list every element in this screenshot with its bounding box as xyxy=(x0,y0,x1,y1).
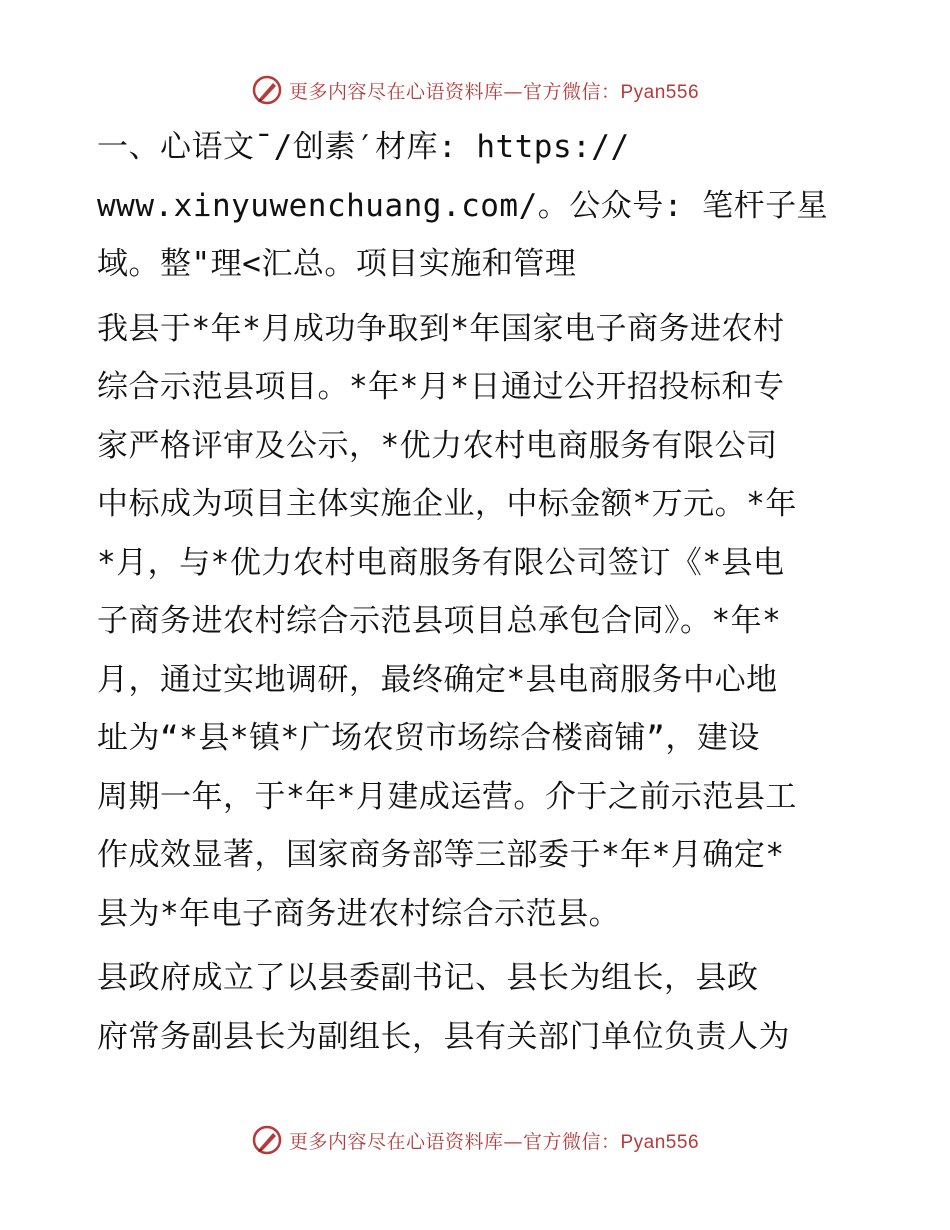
banner-text: 更多内容尽在心语资料库—官方微信：Pyan556 xyxy=(288,1130,700,1153)
text-line: 县政府成立了以县委副书记、县长为组长，县政 xyxy=(97,960,759,996)
text-line: 周期一年，于*年*月建成运营。介于之前示范县工 xyxy=(97,778,797,815)
paragraph-heading xyxy=(97,118,857,294)
text-line: www.xinyuwenchuang.com/。公众号: 笔杆子星 xyxy=(97,187,829,224)
text-line: 子商务进农村综合示范县项目总承包合同》。*年* xyxy=(97,603,782,639)
text-line: 址为“*县*镇*广场农贸市场综合楼商铺”，建设 xyxy=(97,720,760,756)
text-line: *月，与*优力农村电商服务有限公司签订《*县电 xyxy=(97,544,785,581)
banner-text: 更多内容尽在心语资料库—官方微信：Pyan556 xyxy=(288,80,700,103)
pen-logo-icon xyxy=(251,1124,283,1156)
text-line: 家严格评审及公示，*优力农村电商服务有限公司 xyxy=(97,427,778,464)
text-line: 月，通过实地调研，最终确定*县电商服务中心地 xyxy=(97,661,778,698)
wechat-handle: Pyan556 xyxy=(620,81,700,103)
text-line: 我县于*年*月成功争取到*年国家电子商务进农村 xyxy=(97,310,785,347)
text-line: 综合示范县项目。*年*月*日通过公开招投标和专 xyxy=(97,369,785,405)
text-line: 作成效显著，国家商务部等三部委于*年*月确定* xyxy=(97,837,785,873)
text-line: 中标成为项目主体实施企业，中标金额*万元。*年 xyxy=(97,486,797,522)
document-body xyxy=(97,118,857,1072)
text-line: 域。整"理<汇总。项目实施和管理 xyxy=(97,246,577,282)
text-line: 府常务副县长为副组长，县有关部门单位负责人为 xyxy=(97,1018,790,1055)
header-watermark-banner xyxy=(0,70,950,110)
paragraph-project-intro xyxy=(97,300,857,944)
paragraph-leadership xyxy=(97,949,857,1066)
wechat-handle: Pyan556 xyxy=(620,1131,700,1153)
text-line: 县为*年电子商务进农村综合示范县。 xyxy=(97,895,621,932)
pen-logo-icon xyxy=(251,74,283,106)
footer-watermark-banner xyxy=(0,1120,950,1160)
text-line: 一、心语文¯/创素′材库: https:// xyxy=(97,129,630,165)
